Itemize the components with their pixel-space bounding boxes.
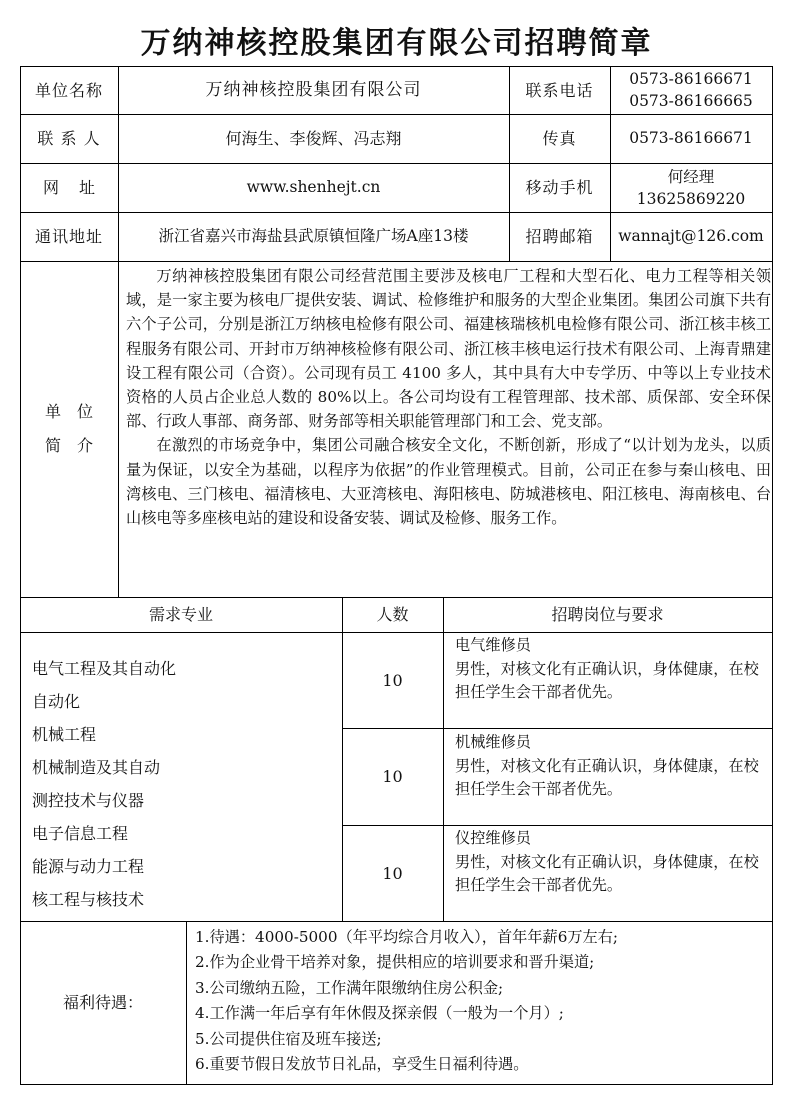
phone-label: 联系电话 xyxy=(525,80,594,100)
list-item: 1.待遇：4000-5000（年平均综合月收入），首年年薪6万左右; xyxy=(195,928,619,946)
position-2 xyxy=(455,731,773,802)
list-item: 测控技术与仪器 xyxy=(32,791,145,810)
contact-value: 何海生、李俊辉、冯志翔 xyxy=(225,129,402,148)
website-value[interactable]: www.shenhejt.cn xyxy=(246,178,381,196)
position-title: 电气维修员 xyxy=(455,636,531,654)
position-title: 机械维修员 xyxy=(455,733,531,751)
position-count-2: 10 xyxy=(382,767,403,786)
list-item: 核工程与核技术 xyxy=(32,890,145,909)
fax-label: 传真 xyxy=(542,129,577,148)
list-item: 机械制造及其自动 xyxy=(32,758,161,777)
mobile-contact-name: 何经理 xyxy=(667,167,715,186)
position-3 xyxy=(455,827,773,898)
intro-paragraph: 在激烈的市场竞争中，集团公司融合核安全文化，不断创新，形成了“以计划为龙头，以质量为保证，以安全为基础，以程序为依据”的作业管理模式。目前，公司正在参与秦山核电、田湾核电、三门核电、福清核电、大亚湾核电、海阳核电、防城港核电、阳江核电、海南核电、台山核电等多座核电站的建设和设备安装、调试及检修、服务工作。 xyxy=(126,436,771,528)
page-title: 万纳神核控股集团有限公司招聘简章 xyxy=(140,26,653,61)
intro-label-line-1: 单 位 xyxy=(44,402,93,421)
position-title: 仪控维修员 xyxy=(455,829,531,847)
majors-list xyxy=(32,652,176,916)
mobile-values xyxy=(610,163,772,212)
position-requirement: 男性，对核文化有正确认识，身体健康，在校担任学生会干部者优先。 xyxy=(455,756,759,798)
list-item: 电气工程及其自动化 xyxy=(32,659,177,678)
list-item: 2.作为企业骨干培养对象，提供相应的培训要求和晋升渠道; xyxy=(195,953,595,972)
list-item: 4.工作满一年后享有年休假及探亲假（一般为一个月）; xyxy=(195,1004,564,1023)
list-item: 能源与动力工程 xyxy=(32,857,145,876)
list-item: 3.公司缴纳五险，工作满年限缴纳住房公积金; xyxy=(195,978,504,997)
header-count: 人数 xyxy=(376,605,409,624)
list-item: 6.重要节假日发放节日礼品，享受生日福利待遇。 xyxy=(195,1054,529,1073)
header-major: 需求专业 xyxy=(148,605,213,624)
company-intro xyxy=(126,264,771,530)
welfare-list xyxy=(195,925,618,1077)
intro-label-line-2: 简 介 xyxy=(44,436,93,455)
address-value: 浙江省嘉兴市海盐县武原镇恒隆广场A座13楼 xyxy=(158,227,469,245)
list-item: 机械工程 xyxy=(32,725,97,744)
fax-value: 0573-86166671 xyxy=(629,129,753,147)
contact-label: 联 系 人 xyxy=(37,129,101,148)
phone-values xyxy=(610,66,772,114)
list-item: 电子信息工程 xyxy=(32,824,129,843)
phone-value-2: 0573-86166665 xyxy=(629,92,753,110)
list-item: 自动化 xyxy=(32,692,81,711)
position-requirement: 男性，对核文化有正确认识，身体健康，在校担任学生会干部者优先。 xyxy=(455,852,759,894)
mobile-label: 移动手机 xyxy=(525,178,594,197)
phone-value-1: 0573-86166671 xyxy=(629,70,753,88)
address-label: 通讯地址 xyxy=(34,227,103,246)
position-1 xyxy=(455,634,773,705)
intro-paragraph: 万纳神核控股集团有限公司经营范围主要涉及核电厂工程和大型石化、电力工程等相关领域，是一家主要为核电厂提供安装、调试、检修维护和服务的大型企业集团。集团公司旗下共有六个子公司，分别是浙江万纳核电检修有限公司、福建核瑞核机电检修有限公司、浙江核丰核工程服务有限公司、开封市万纳神核检修有限公司、浙江核丰核电运行技术有限公司、上海青鼎建设工程有限公司（合资）。公司现有员工 4100 多人，其中具有大中专学历、中等以上专业技术资格的人员占企业总人数的 80%以上。各公司均设有工程管理部、技术部、质保部、安全环保部、行政人事部、商务部、财务部等相关职能管理部门和工会、党支部。 xyxy=(126,267,771,431)
unit-name-label: 单位名称 xyxy=(34,80,103,100)
email-label: 招聘邮箱 xyxy=(525,227,594,246)
intro-label xyxy=(20,261,118,597)
email-value[interactable]: wannajt@126.com xyxy=(618,227,764,245)
list-item: 5.公司提供住宿及班车接送; xyxy=(195,1029,382,1048)
website-label: 网址 xyxy=(42,178,115,197)
position-count-1: 10 xyxy=(382,670,403,690)
header-position: 招聘岗位与要求 xyxy=(551,605,664,624)
position-requirement: 男性，对核文化有正确认识，身体健康，在校担任学生会干部者优先。 xyxy=(455,659,759,701)
position-count-3: 10 xyxy=(382,863,403,883)
welfare-label: 福利待遇： xyxy=(62,993,143,1012)
unit-name-value: 万纳神核控股集团有限公司 xyxy=(205,79,422,100)
mobile-number: 13625869220 xyxy=(636,189,746,208)
